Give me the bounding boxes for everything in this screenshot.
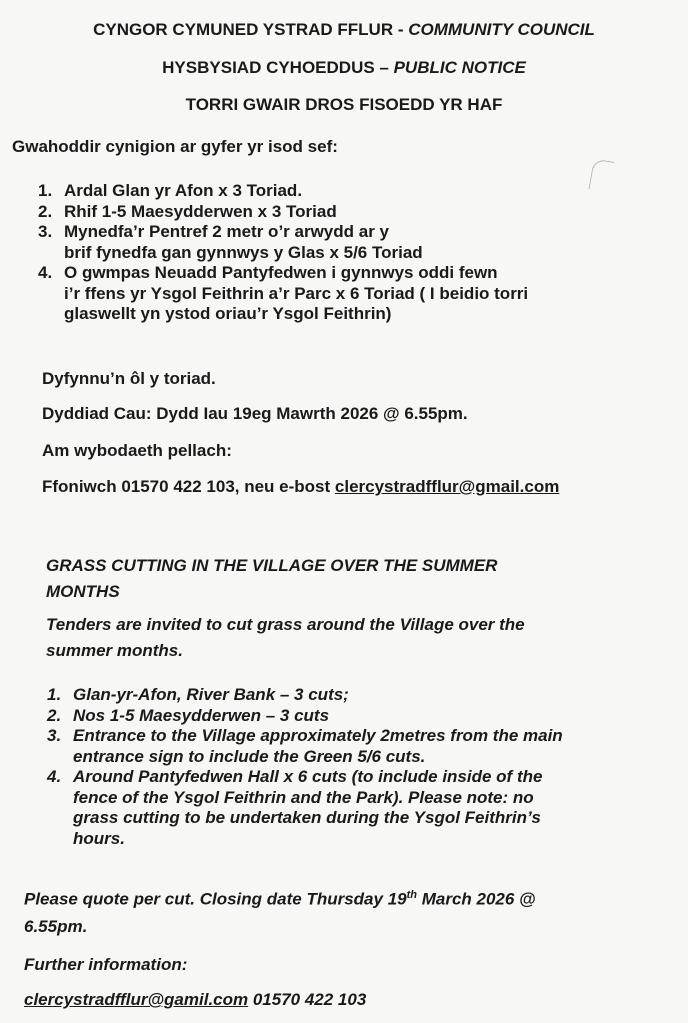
notice-subject: TORRI GWAIR DROS FISOEDD YR HAF: [185, 95, 503, 114]
list-item: 3. Mynedfa’r Pentref 2 metr o’r arwydd ar y brif fynedfa gan gynnwys y Glas x 5/6 Toriad: [38, 222, 423, 262]
notice-title-welsh: HYSBYSIAD CYHOEDDUS –: [162, 58, 394, 77]
welsh-closing-date: Dyddiad Cau: Dydd Iau 19eg Mawrth 2026 @ 6.55pm.: [42, 404, 468, 423]
english-intro-line2: summer months.: [46, 641, 183, 660]
english-closing-time: 6.55pm.: [24, 917, 88, 936]
english-title-line1: GRASS CUTTING IN THE VILLAGE OVER THE SUMMER: [46, 556, 498, 575]
english-more-info: Further information:: [24, 955, 188, 974]
english-list: [47, 685, 563, 849]
list-item: 4. Around Pantyfedwen Hall x 6 cuts (to include inside of the fence of the Ysgol Feithrin and the Park). Please note: no grass cutting to be undertaken during the Ysgol Feithrin’s hours.: [47, 767, 543, 848]
list-item: 1. Glan-yr-Afon, River Bank – 3 cuts;: [47, 685, 349, 704]
welsh-intro: Gwahoddir cynigion ar gyfer yr isod sef:: [12, 137, 338, 156]
council-title-english: COMMUNITY COUNCIL: [408, 20, 595, 39]
notice-title-english: PUBLIC NOTICE: [393, 58, 526, 77]
welsh-email-link[interactable]: clercystradfflur@gmail.com: [334, 477, 560, 496]
welsh-quote: Dyfynnu’n ôl y toriad.: [42, 369, 216, 388]
english-quote-closing: Please quote per cut. Closing date Thursday 19th March 2026 @: [24, 889, 536, 909]
welsh-list: [38, 181, 528, 325]
english-contact: [24, 990, 366, 1010]
list-item: 4. O gwmpas Neuadd Pantyfedwen i gynnwys oddi fewn i’r ffens yr Ysgol Feithrin a’r Parc x 6 Toriad ( I beidio torri glaswellt yn ystod oriau’r Ysgol Feithrin): [38, 263, 529, 323]
council-title: [0, 20, 688, 40]
notice-title: [0, 58, 688, 78]
list-item: 2. Rhif 1-5 Maesydderwen x 3 Toriad: [38, 201, 337, 221]
english-contact-phone: 01570 422 103: [248, 990, 367, 1009]
welsh-contact-phone: Ffoniwch 01570 422 103, neu e-bost: [42, 477, 335, 496]
english-email-link[interactable]: clercystradfflur@gamil.com: [24, 990, 249, 1009]
list-item: 1. Ardal Glan yr Afon x 3 Toriad.: [38, 181, 303, 200]
council-title-welsh: CYNGOR CYMUNED YSTRAD FFLUR -: [93, 20, 409, 39]
pen-mark: [588, 158, 614, 192]
english-intro-line1: Tenders are invited to cut grass around the Village over the: [46, 615, 525, 634]
list-item: 3. Entrance to the Village approximately 2metres from the main entrance sign to include the Green 5/6 cuts.: [47, 726, 563, 766]
english-title-line2: MONTHS: [46, 582, 120, 601]
welsh-more-info: Am wybodaeth pellach:: [42, 441, 232, 460]
welsh-contact: [42, 477, 559, 497]
list-item: 2. Nos 1-5 Maesydderwen – 3 cuts: [47, 705, 330, 725]
